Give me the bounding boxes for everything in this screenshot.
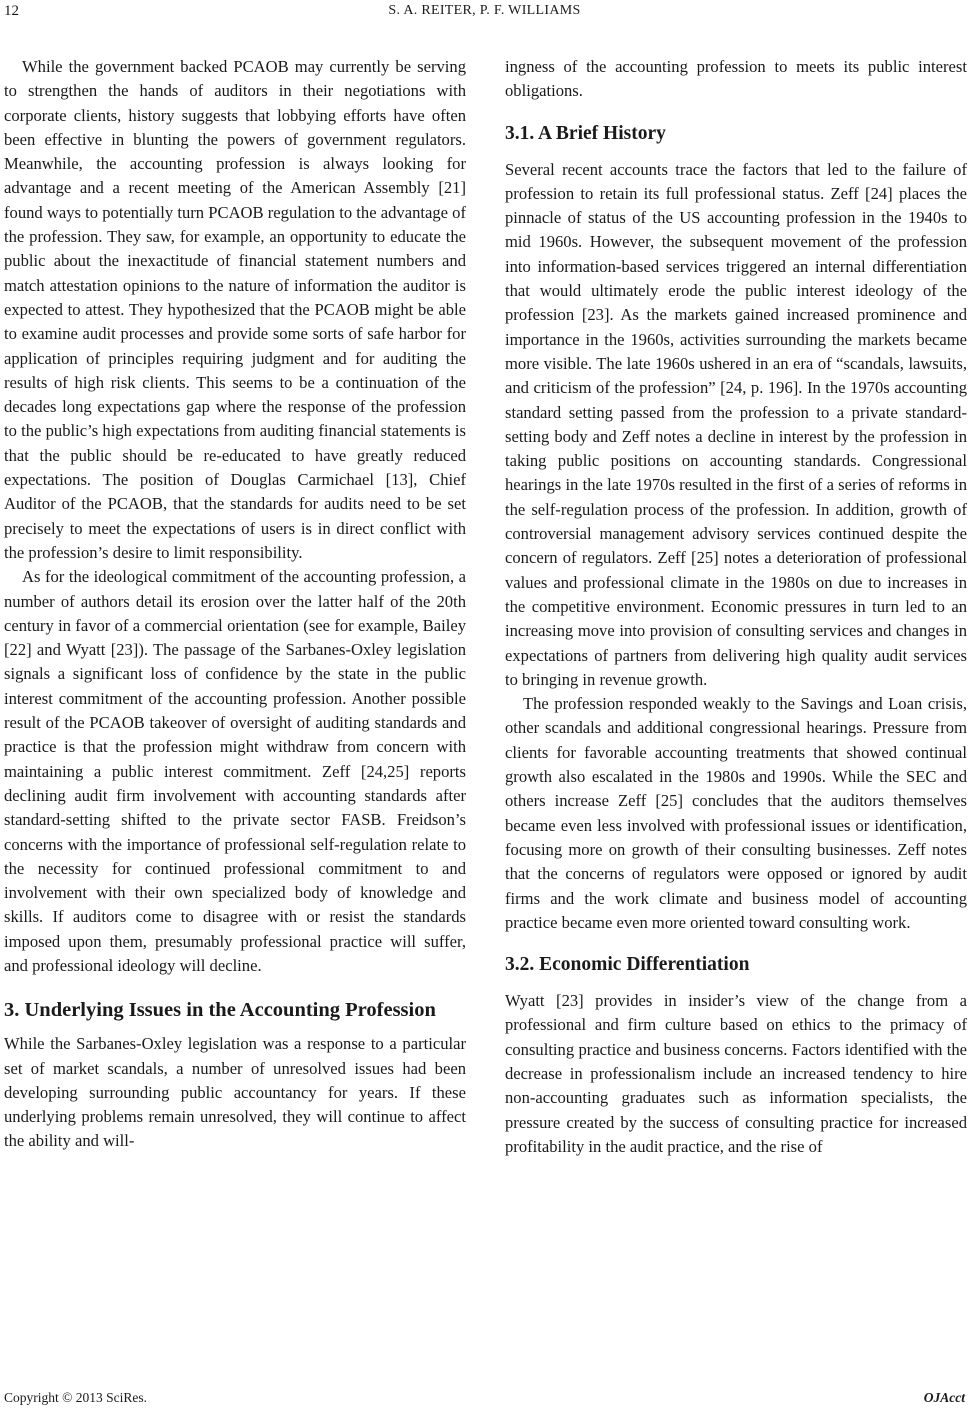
- copyright-notice: Copyright © 2013 SciRes.: [4, 1390, 148, 1405]
- journal-name: OJAcct: [923, 1390, 965, 1405]
- section-heading: 3. Underlying Issues in the Accounting Profession: [4, 999, 436, 1022]
- paragraph: While the Sarbanes-Oxley legislation was a response to a particular set of market scandals, a number of unresolved issues had been developing surrounding public accountancy for years. If these underlying problems remain unresolved, they will continue to affect the ability and will-: [4, 1034, 466, 1151]
- paragraph: Several recent accounts trace the factors that led to the failure of profession to retain its full professional status. Zeff [24] places the pinnacle of status of the US accounting profession in the 1940s to mid 1960s. However, the subsequent movement of the profession into information-based services triggered an internal differentiation that would ultimately erode the public interest ideology of the profession [23]. As the markets gained increased prominence and importance in the 1960s, activities surrounding the markets became more visible. The late 1960s ushered in an era of “scandals, lawsuits, and criticism of the profession” [24, p. 196]. In the 1970s accounting standard setting passed from the profession to a private standard-setting body and Zeff notes a decline in interest by the profession in taking public positions on accounting standards. Congressional hearings in the late 1970s resulted in the first of a series of reforms in the self-regulation process of the profession. In addition, growth of controversial management advisory services continued despite the concern of regulators. Zeff [25] notes a deterioration of professional values and professional climate in the 1980s on due to increases in the competitive environment. Economic pressures in turn led to an increasing move into provision of consulting services and changes in expectations of partners from delivering high quality audit services to bringing in revenue growth.: [505, 159, 967, 689]
- subsection-heading: 3.2. Economic Differentiation: [505, 954, 750, 976]
- paragraph: ingness of the accounting profession to meets its public interest obligations.: [505, 57, 967, 101]
- paragraph: Wyatt [23] provides in insider’s view of the change from a professional and firm culture based on ethics to the primacy of consulting practice and business concerns. Factors identified with the decrease in professionalism include an increased tendency to hire non-accounting graduates such as information specialists, the pressure created by the success of consulting practice for increased profitability in the audit practice, and the rise of: [505, 991, 967, 1156]
- subsection-heading: 3.1. A Brief History: [505, 122, 666, 144]
- paragraph: While the government backed PCAOB may currently be serving to strengthen the hands of auditors in their negotiations with corporate clients, history suggests that lobbying efforts have often been effective in blunting the powers of government regulators. Meanwhile, the accounting profession is always looking for advantage and a recent meeting of the American Assembly [21] found ways to potentially turn PCAOB regulation to the advantage of the profession. They saw, for example, an opportunity to educate the public about the inexactitude of financial statement numbers and match attestation opinions to the nature of information the auditor is expected to attest. They hypothesized that the PCAOB might be able to examine audit processes and provide some sorts of safe harbor for application of principles requiring judgment and for auditing the results of high risk clients. This seems to be a continuation of the decades long expectations gap where the response of the profession to the public’s high expectations from auditing financial statements is that the public should be re-educated to have greatly reduced expectations. The position of Douglas Carmichael [13], Chief Auditor of the PCAOB, that the standards for audits need to be set precisely to meet the expectations of users is in direct conflict with the profession’s desire to limit responsibility.: [4, 57, 466, 562]
- page-header: [0, 0, 969, 30]
- paragraph: The profession responded weakly to the Savings and Loan crisis, other scandals and additional congressional hearings. Pressure from clients for favorable accounting treatments that showed continual growth also escalated in the 1980s and 1990s. While the SEC and others increase Zeff [25] concludes that the auditors themselves became even less involved with professional issues or identification, focusing more on growth of their consulting businesses. Zeff notes that the concerns of regulators were opposed or ignored by audit firms and the work climate and business model of accounting practice became even more oriented toward consulting work.: [505, 694, 967, 932]
- paragraph: As for the ideological commitment of the accounting profession, a number of authors detail its erosion over the latter half of the 20th century in favor of a commercial orientation (see for example, Bailey [22] and Wyatt [23]). The passage of the Sarbanes-Oxley legislation signals a significant loss of confidence by the state in the public interest commitment of the accounting profession. Another possible result of the PCAOB takeover of oversight of auditing standards and practice is that the profession might withdraw from concern with maintaining a public interest commitment. Zeff [24,25] reports declining audit firm involvement with accounting standards after standard-setting shifted to the private sector FASB. Freidson’s concerns with the importance of professional self-regulation relate to the necessity for continued professional commitment to and involvement with their own specialized body of knowledge and skills. If auditors come to disagree with or resist the standards imposed upon them, presumably professional practice will suffer, and professional ideology will decline.: [4, 567, 466, 975]
- right-column: [505, 55, 967, 1159]
- left-column: [4, 55, 466, 1154]
- running-head: S. A. REITER, P. F. WILLIAMS: [388, 3, 581, 18]
- page-number: 12: [4, 3, 19, 19]
